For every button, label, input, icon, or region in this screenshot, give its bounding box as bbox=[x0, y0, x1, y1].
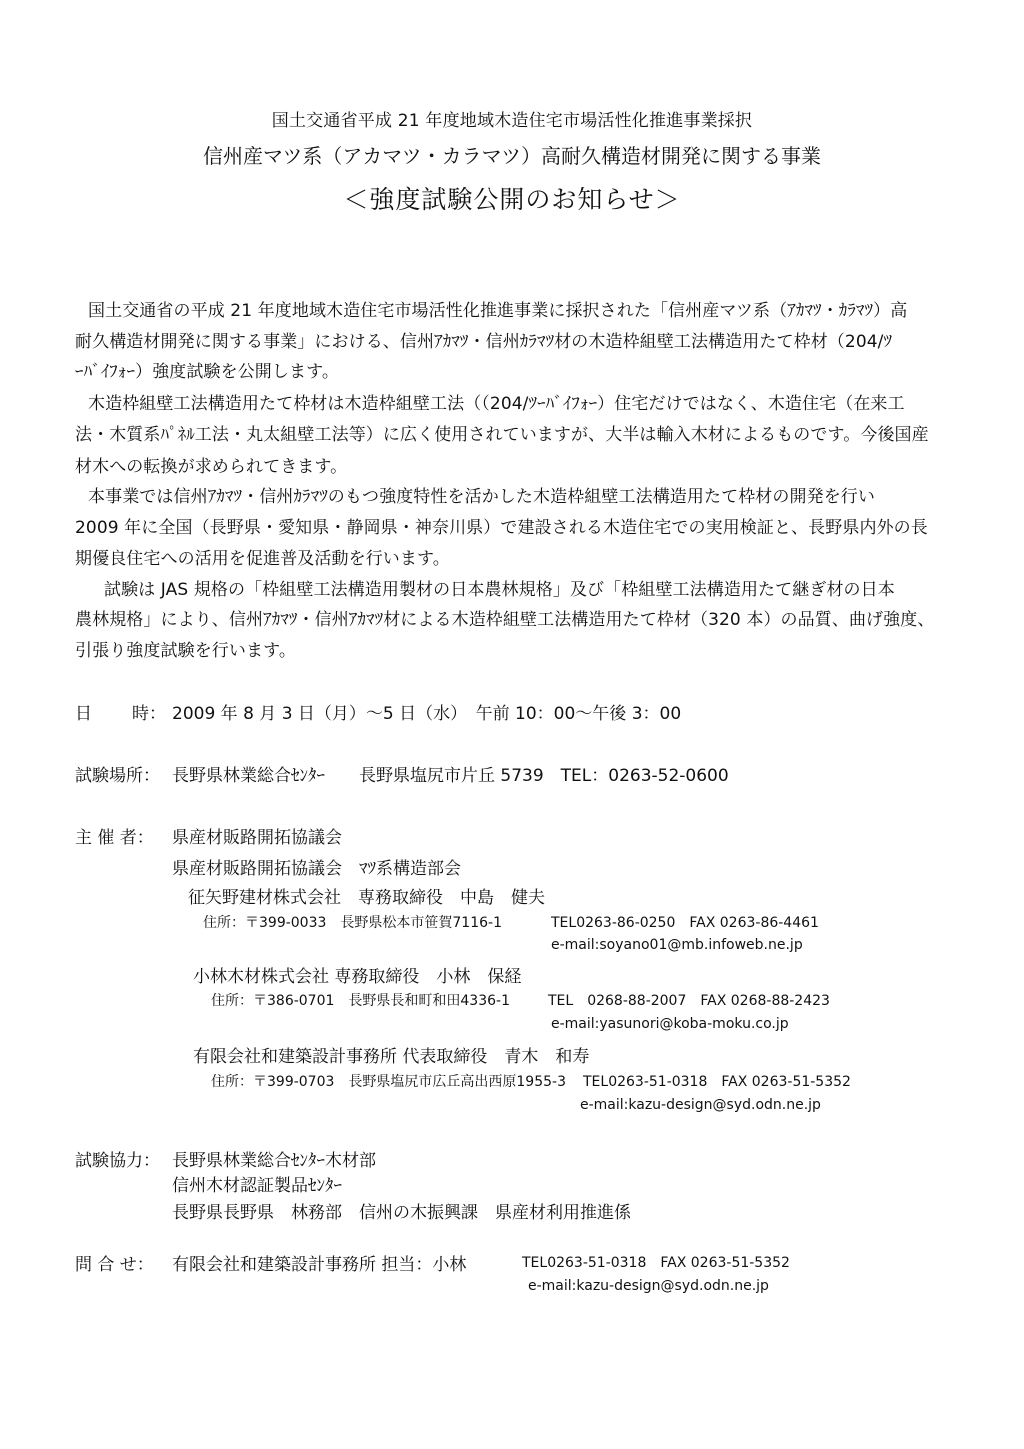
paragraph-3-line-3: 期優良住宅への活用を促進普及活動を行います。 bbox=[75, 549, 450, 569]
paragraph-2-line-1: 木造枠組壁工法構造用たて枠材は木造枠組壁工法（（204/ﾂｰﾊﾞｲﾌｫｰ）住宅だけではなく、木造住宅（在来工 bbox=[88, 394, 905, 414]
cooperation-line: 長野県林業総合ｾﾝﾀｰ木材部 bbox=[172, 1151, 376, 1171]
paragraph-4-line-3: 引張り強度試験を行います。 bbox=[75, 641, 296, 661]
venue-value: 長野県林業総合ｾﾝﾀｰ 長野県塩尻市片丘 5739 TEL：0263-52-0600 bbox=[172, 766, 729, 786]
cooperation-label: 試験協力： bbox=[75, 1151, 160, 1171]
contact-label: 問 合 せ： bbox=[75, 1255, 154, 1275]
date-value: 2009 年 8 月 3 日（月）～5 日（水） 午前 10：00～午後 3：00 bbox=[172, 704, 682, 724]
date-label-second: 時： bbox=[132, 704, 166, 724]
company-phone-fax: TEL 0268-88-2007 FAX 0268-88-2423 bbox=[548, 993, 830, 1009]
organizer-subcommittee: 県産材販路開拓協議会 ﾏﾂ系構造部会 bbox=[172, 859, 461, 879]
contact-value: 有限会社和建築設計事務所 担当：小林 bbox=[172, 1255, 467, 1275]
paragraph-4-line-2: 農林規格」により、信州ｱｶﾏﾂ・信州ｱｶﾏﾂ材による木造枠組壁工法構造用たて枠材（320 本）の品質、曲げ強度、 bbox=[75, 610, 935, 630]
contact-phone-fax: TEL0263-51-0318 FAX 0263-51-5352 bbox=[522, 1255, 790, 1271]
company-phone-fax: TEL0263-86-0250 FAX 0263-86-4461 bbox=[551, 915, 819, 931]
venue-label: 試験場所： bbox=[75, 766, 160, 786]
paragraph-1-line-1: 国土交通省の平成 21 年度地域木造住宅市場活性化推進事業に採択された「信州産マツ系（ｱｶﾏﾂ・ｶﾗﾏﾂ）高 bbox=[88, 301, 908, 321]
paragraph-4-line-1: 試験は JAS 規格の「枠組壁工法構造用製材の日本農林規格」及び「枠組壁工法構造用たて継ぎ材の日本 bbox=[104, 580, 895, 600]
company-address: 住所：〒399-0033 長野県松本市笹賀7116-1 bbox=[203, 915, 502, 931]
company-address: 住所：〒386-0701 長野県長和町和田4336-1 bbox=[211, 993, 510, 1009]
company-name: 征矢野建材株式会社 専務取締役 中島 健夫 bbox=[188, 888, 545, 908]
paragraph-3-line-2: 2009 年に全国（長野県・愛知県・静岡県・神奈川県）で建設される木造住宅での実用検証と、長野県内外の長 bbox=[75, 518, 928, 538]
cooperation-line: 信州木材認証製品ｾﾝﾀｰ bbox=[172, 1176, 342, 1196]
company-email[interactable]: e-mail:kazu-design@syd.odn.ne.jp bbox=[580, 1097, 821, 1113]
company-address: 住所：〒399-0703 長野県塩尻市広丘高出西原1955-3 bbox=[211, 1074, 566, 1090]
paragraph-1-line-2: 耐久構造材開発に関する事業」における、信州ｱｶﾏﾂ・信州ｶﾗﾏﾂ材の木造枠組壁工法構造用たて枠材（204/ﾂ bbox=[75, 332, 893, 352]
company-phone-fax: TEL0263-51-0318 FAX 0263-51-5352 bbox=[583, 1074, 851, 1090]
organizer-label: 主 催 者： bbox=[75, 828, 154, 848]
header-project-name: 信州産マツ系（アカマツ・カラマツ）高耐久構造材開発に関する事業 bbox=[203, 144, 821, 168]
date-label-first: 日 bbox=[75, 704, 92, 724]
company-name: 有限会社和建築設計事務所 代表取締役 青木 和寿 bbox=[193, 1047, 590, 1067]
paragraph-2-line-3: 材木への転換が求められてきます。 bbox=[75, 457, 348, 477]
cooperation-line: 長野県長野県 林務部 信州の木振興課 県産材利用推進係 bbox=[172, 1203, 631, 1223]
contact-email[interactable]: e-mail:kazu-design@syd.odn.ne.jp bbox=[528, 1278, 769, 1294]
company-email[interactable]: e-mail:yasunori@koba-moku.co.jp bbox=[551, 1016, 789, 1032]
paragraph-3-line-1: 本事業では信州ｱｶﾏﾂ・信州ｶﾗﾏﾂのもつ強度特性を活かした木造枠組壁工法構造用たて枠材の開発を行い bbox=[88, 487, 875, 507]
company-name: 小林木材株式会社 専務取締役 小林 保経 bbox=[193, 967, 522, 987]
header-subtitle: 国土交通省平成 21 年度地域木造住宅市場活性化推進事業採択 bbox=[271, 111, 753, 131]
paragraph-2-line-2: 法・木質系ﾊﾟﾈﾙ工法・丸太組壁工法等）に広く使用されていますが、大半は輸入木材によるものです。今後国産 bbox=[75, 425, 929, 445]
organizer-primary: 県産材販路開拓協議会 bbox=[172, 828, 342, 848]
company-email[interactable]: e-mail:soyano01@mb.infoweb.ne.jp bbox=[551, 937, 803, 953]
page-title: ＜強度試験公開のお知らせ＞ bbox=[343, 185, 681, 214]
paragraph-1-line-3: ｰﾊﾞｲﾌｫｰ）強度試験を公開します。 bbox=[75, 362, 339, 382]
